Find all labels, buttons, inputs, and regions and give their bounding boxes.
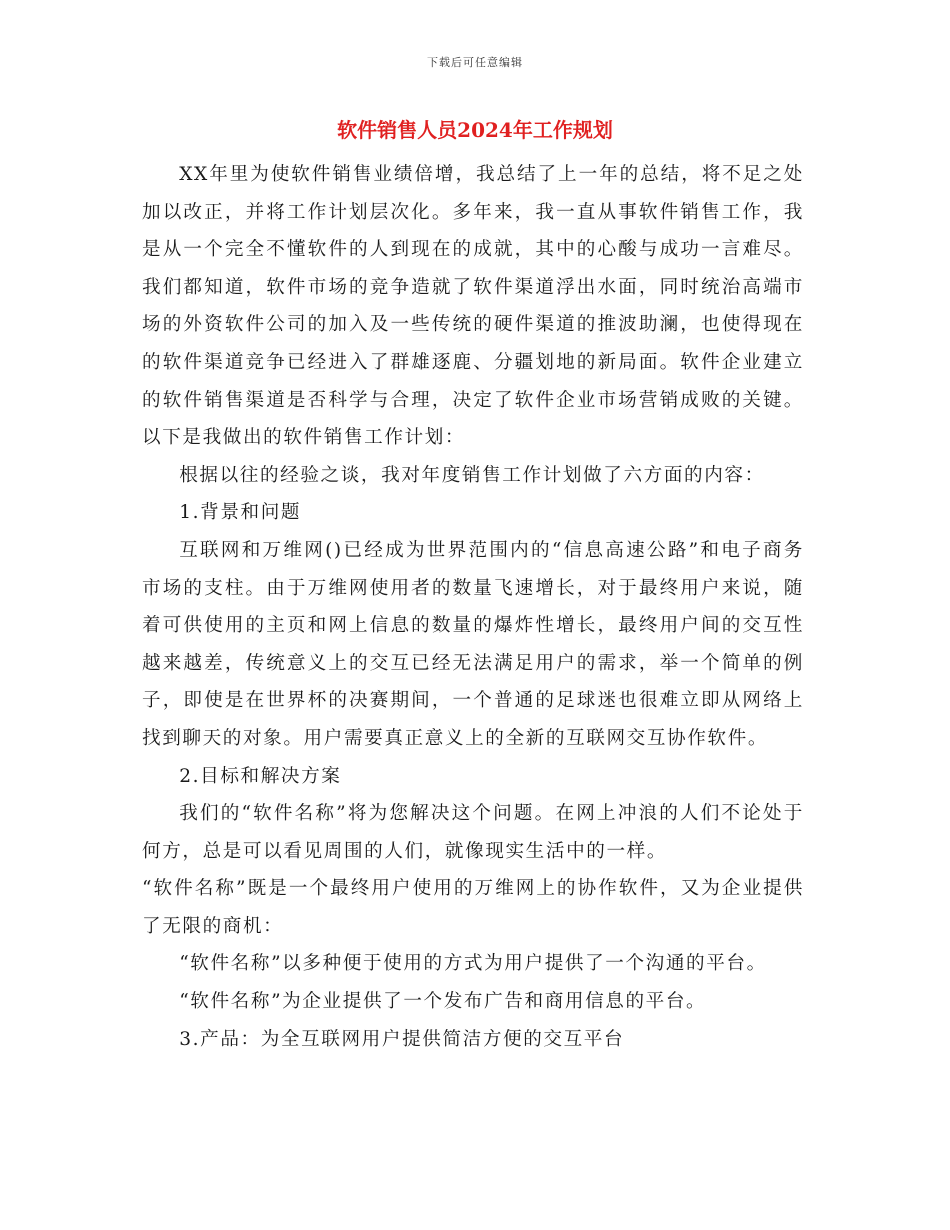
header-note: 下载后可任意编辑 — [427, 56, 523, 69]
section-heading-goals: 2.目标和解决方案 — [179, 765, 342, 787]
document-title: 软件销售人员2024年工作规划 — [337, 118, 613, 142]
paragraph-enterprise-platform: “软件名称”为企业提供了一个发布广告和商用信息的平台。 — [179, 991, 707, 1013]
document-body — [142, 156, 804, 1058]
section-heading-background: 1.背景和问题 — [179, 502, 302, 524]
paragraph-background: 互联网和万维网()已经成为世界范围内的“信息高速公路”和电子商务市场的支柱。由于万维网使用者的数量飞速增长，对于最终用户来说，随着可供使用的主页和网上信息的数量的爆炸性增长，最终用户间的交互性越来越差，传统意义上的交互已经无法满足用户的需求，举一个简单的例子，即使是在世界杯的决赛期间，一个普通的足球迷也很难立即从网络上找到聊天的对象。用户需要真正意义上的全新的互联网交互协作软件。 — [142, 539, 804, 749]
paragraph-plan-overview: 根据以往的经验之谈，我对年度销售工作计划做了六方面的内容： — [179, 464, 765, 486]
paragraph-software-intro: “软件名称”既是一个最终用户使用的万维网上的协作软件，又为企业提供了无限的商机： — [142, 878, 804, 937]
paragraph-goals: 我们的“软件名称”将为您解决这个问题。在网上冲浪的人们不论处于何方，总是可以看见周围的人们，就像现实生活中的一样。 — [142, 803, 804, 862]
paragraph-user-platform: “软件名称”以多种便于使用的方式为用户提供了一个沟通的平台。 — [179, 953, 767, 975]
paragraph-intro: XX年里为使软件销售业绩倍增，我总结了上一年的总结，将不足之处加以改正，并将工作计划层次化。多年来，我一直从事软件销售工作，我是从一个完全不懂软件的人到现在的成就，其中的心酸与成功一言难尽。我们都知道，软件市场的竞争造就了软件渠道浮出水面，同时统治高端市场的外资软件公司的加入及一些传统的硬件渠道的推波助澜，也使得现在的软件渠道竞争已经进入了群雄逐鹿、分疆划地的新局面。软件企业建立的软件销售渠道是否科学与合理，决定了软件企业市场营销成败的关键。以下是我做出的软件销售工作计划： — [142, 164, 804, 449]
section-heading-product: 3.产品：为全互联网用户提供简洁方便的交互平台 — [179, 1028, 625, 1050]
